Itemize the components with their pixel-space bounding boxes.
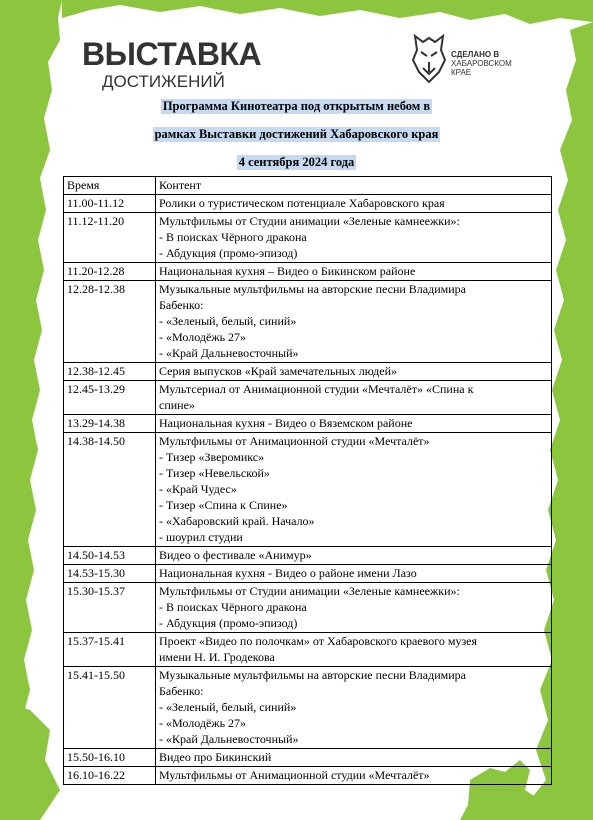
time-cell: 13.29-14.38 [64, 415, 156, 433]
content-cell [156, 767, 552, 785]
time-cell: 16.10-16.22 [64, 767, 156, 785]
content-line: - В поисках Чёрного дракона [159, 600, 307, 614]
content-line: Музыкальные мультфильмы на авторские песни Владимира [159, 668, 466, 682]
content-line: Мультсериал от Анимационной студии «Мечталёт» «Спина к [159, 382, 474, 396]
content-line: - «Зеленый, белый, синий» [159, 700, 297, 714]
made-line1: СДЕЛАНО В [451, 50, 500, 59]
table-row [64, 767, 552, 785]
content-line: - Абдукция (промо-эпизод) [159, 246, 298, 260]
table-row [64, 433, 552, 547]
table-row [64, 749, 552, 767]
table-row [64, 667, 552, 749]
time-cell: 15.41-15.50 [64, 667, 156, 749]
content-line: - «Зеленый, белый, синий» [159, 314, 297, 328]
title-line-2: рамках Выставки достижений Хабаровского края [154, 127, 439, 141]
content-line: Мультфильмы от Анимационной студии «Мечталёт» [159, 768, 430, 782]
content-cell [156, 195, 552, 213]
program-table [63, 176, 552, 785]
content-line: Мультфильмы от Студии анимации «Зеленые камнеежки»: [159, 584, 460, 598]
content-cell [156, 633, 552, 667]
content-line: Национальная кухня – Видео о Бикинском районе [159, 264, 416, 278]
content-line: - Тизер «Спина к Спине» [159, 498, 288, 512]
document-title [0, 97, 593, 181]
content-line: - Тизер «Невельской» [159, 466, 270, 480]
content-cell [156, 547, 552, 565]
content-line: Национальная кухня - Видео о районе имени Лазо [159, 566, 417, 580]
content-cell [156, 749, 552, 767]
content-line: Бабенко: [159, 684, 204, 698]
table-row [64, 263, 552, 281]
content-line: имени Н. И. Гродекова [159, 650, 275, 664]
content-line: - «Молодёжь 27» [159, 330, 247, 344]
content-cell [156, 213, 552, 263]
content-cell [156, 363, 552, 381]
content-line: - шоурил студии [159, 530, 243, 544]
time-cell: 14.53-15.30 [64, 565, 156, 583]
title-line-1: Программа Кинотеатра под открытым небом в [162, 99, 431, 113]
content-line: - «Край Чудес» [159, 482, 237, 496]
table-row [64, 381, 552, 415]
table-row [64, 415, 552, 433]
made-in-khabarovsk-logo [411, 32, 521, 84]
content-line: - В поисках Чёрного дракона [159, 230, 307, 244]
program-table-body [64, 195, 552, 785]
time-cell: 14.38-14.50 [64, 433, 156, 547]
content-line: спине» [159, 398, 195, 412]
content-line: Видео о фестивале «Анимур» [159, 548, 312, 562]
content-line: Музыкальные мультфильмы на авторские песни Владимира [159, 282, 466, 296]
content-cell [156, 583, 552, 633]
content-line: Проект «Видео по полочкам» от Хабаровского краевого музея [159, 634, 478, 648]
time-cell: 15.37-15.41 [64, 633, 156, 667]
time-cell: 15.30-15.37 [64, 583, 156, 633]
content-line: - Абдукция (промо-эпизод) [159, 616, 298, 630]
content-line: - Тизер «Зверомикс» [159, 450, 265, 464]
made-line3: КРАЕ [451, 68, 472, 77]
time-cell: 11.20-12.28 [64, 263, 156, 281]
content-cell [156, 433, 552, 547]
content-line: Бабенко: [159, 298, 204, 312]
content-line: Мультфильмы от Анимационной студии «Мечталёт» [159, 434, 430, 448]
made-in-text [451, 50, 512, 77]
table-row [64, 565, 552, 583]
table-row [64, 633, 552, 667]
exhibition-logo [82, 38, 261, 92]
made-line2: ХАБАРОВСКОМ [451, 59, 512, 68]
time-cell: 14.50-14.53 [64, 547, 156, 565]
time-cell: 11.12-11.20 [64, 213, 156, 263]
title-line-3: 4 сентября 2024 года [238, 155, 355, 169]
table-row [64, 281, 552, 363]
header-time: Время [64, 177, 156, 195]
content-cell [156, 415, 552, 433]
time-cell: 12.38-12.45 [64, 363, 156, 381]
logo-main-text: ВЫСТАВКА [82, 36, 262, 72]
content-cell [156, 381, 552, 415]
time-cell: 15.50-16.10 [64, 749, 156, 767]
content-cell [156, 667, 552, 749]
table-row [64, 363, 552, 381]
content-line: Серия выпусков «Край замечательных людей» [159, 364, 397, 378]
content-line: Ролики о туристическом потенциале Хабаровского края [159, 196, 445, 210]
content-line: - «Молодёжь 27» [159, 716, 247, 730]
tiger-head-icon [411, 32, 447, 84]
table-row [64, 547, 552, 565]
header-content: Контент [156, 177, 552, 195]
table-header-row [64, 177, 552, 195]
content-cell [156, 565, 552, 583]
content-line: Мультфильмы от Студии анимации «Зеленые камнеежки»: [159, 214, 460, 228]
content-line: Видео про Бикинский [159, 750, 272, 764]
content-cell [156, 263, 552, 281]
table-row [64, 213, 552, 263]
logo-sub-text: ДОСТИЖЕНИЙ [102, 72, 225, 91]
table-row [64, 583, 552, 633]
content-line: - «Край Дальневосточный» [159, 732, 299, 746]
table-row [64, 195, 552, 213]
time-cell: 12.28-12.38 [64, 281, 156, 363]
content-line: - «Хабаровский край. Начало» [159, 514, 315, 528]
time-cell: 12.45-13.29 [64, 381, 156, 415]
content-cell [156, 281, 552, 363]
time-cell: 11.00-11.12 [64, 195, 156, 213]
content-line: - «Край Дальневосточный» [159, 346, 299, 360]
content-line: Национальная кухня - Видео о Вяземском районе [159, 416, 413, 430]
